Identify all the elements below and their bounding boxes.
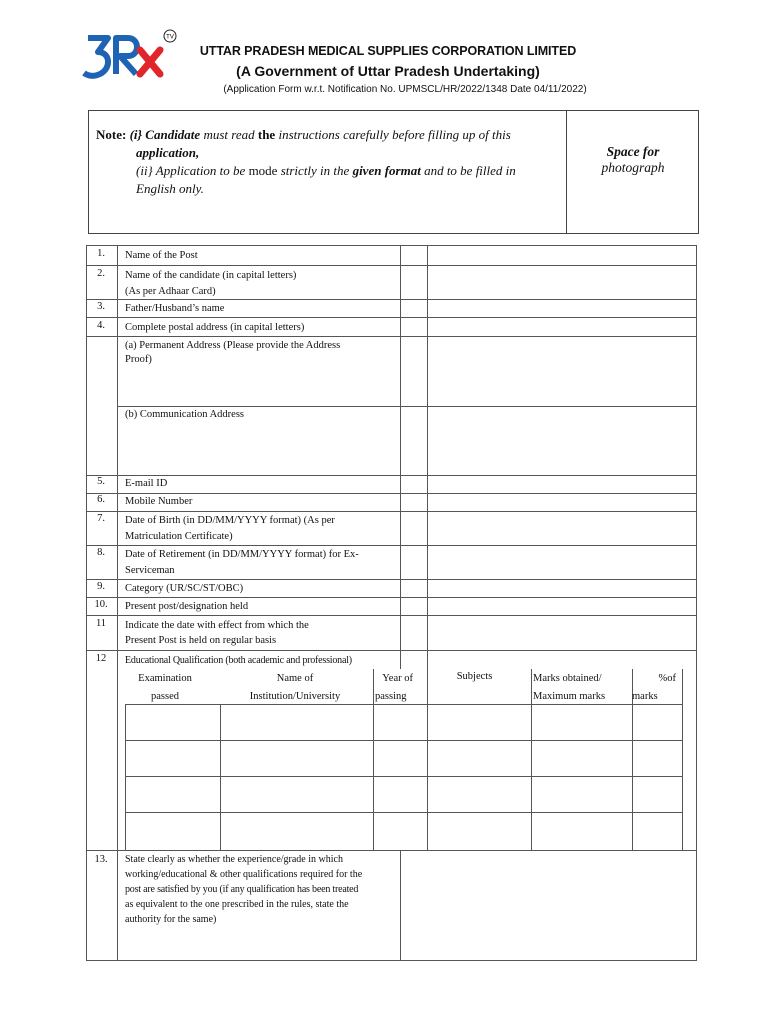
row-4b-label: (b) Communication Address [125,409,244,420]
row-11-label-1: Indicate the date with effect from which the [125,620,309,631]
note-ii-d: English only. [136,181,204,196]
row-9-number: 9. [97,581,105,592]
row-10-label: Present post/designation held [125,601,249,612]
col-exam [125,670,205,706]
row-12-label: Educational Qualification (both academic and professional) [125,655,352,666]
col-exam-2: passed [151,691,179,702]
col-marks-1: Marks obtained/ [533,673,602,684]
col-exam-1: Examination [138,673,192,684]
row-12-number: 12 [95,653,107,664]
row-1-number: 1. [97,248,105,259]
row-7-label-1: Date of Birth (in DD/MM/YYYY format) (As per [125,515,335,526]
col-percent-1: %of [658,673,676,684]
row-8-label-1: Date of Retirement (in DD/MM/YYYY format) for Ex- [125,549,359,560]
row-6-label: Mobile Number [125,496,193,507]
row-9-label: Category (UR/SC/ST/OBC) [125,583,244,594]
photo-space [566,110,699,234]
note-i-a: must read [203,127,255,142]
row-5-number: 5. [97,476,105,487]
row-13-line-4: as equivalent to the one prescribed in the rules, state the [125,899,349,910]
row-8-label-2: Serviceman [125,565,175,576]
row-3-number: 3. [97,301,105,312]
corporation-logo [80,28,180,88]
col-institution-1: Name of [276,673,314,684]
org-subtitle: (A Government of Uttar Pradesh Undertaking) [236,63,540,79]
row-13-line-2: working/educational & other qualifications required for the [125,869,363,880]
note-ii-a: (ii} Application to be [136,163,246,178]
row-4-number: 4. [97,320,105,331]
col-year-1: Year of [382,673,413,684]
col-percent [632,670,682,706]
note-ii-b: strictly in the [280,163,350,178]
row-2-label-1: Name of the candidate (in capital letters) [125,270,297,281]
row-13-label [125,852,395,927]
note-i-b: instructions carefully before filling up of this [278,127,511,142]
col-year [375,670,425,706]
row-2-label-2: (As per Adhaar Card) [125,286,216,297]
logo-badge: TV [166,34,174,41]
row-11-number: 11 [95,618,107,629]
col-marks-2: Maximum marks [533,691,606,702]
row-7-number: 7. [97,513,105,524]
row-1-label: Name of the Post [125,250,198,261]
note-i-bold: Candidate [145,127,201,142]
notification-line: (Application Form w.r.t. Notification No. UPMSCL/HR/2022/1348 Date 04/11/2022) [223,84,587,95]
col-subjects: Subjects [456,671,493,682]
row-13-line-3: post are satisfied by you (if any qualification has been treated [125,884,359,895]
row-10-number: 10. [94,599,108,610]
row-5-label: E-mail ID [125,478,168,489]
col-percent-2: marks [632,691,658,702]
row-3-label: Father/Husband’s name [125,303,225,314]
row-13-number: 13. [94,854,108,865]
photo-label-2: photograph [601,160,665,175]
col-year-2: passing [375,691,407,702]
note-i-c: application, [136,145,200,160]
row-8-number: 8. [97,547,105,558]
note-ii-mode: mode [248,163,278,178]
row-13-line-1: State clearly as whether the experience/grade in which [125,854,343,865]
note-prefix: Note: [96,127,127,142]
row-13-line-5: authority for the same) [125,914,217,925]
row-4-label: Complete postal address (in capital letters) [125,322,305,333]
col-institution-2: Institution/University [249,691,341,702]
org-name: UTTAR PRADESH MEDICAL SUPPLIES CORPORATION LIMITED [199,44,577,58]
row-6-number: 6. [97,494,105,505]
row-2-number: 2. [97,268,105,279]
row-4a-label-1: (a) Permanent Address (Please provide the Address [125,340,341,351]
note-i-the: the [257,127,276,142]
col-institution [220,670,370,706]
note-i-num: (i} [129,127,143,142]
row-11-label-2: Present Post is held on regular basis [125,635,277,646]
col-marks [533,670,630,706]
photo-label-1: Space for [606,144,660,159]
row-4a-label-2: Proof) [125,354,152,365]
note-ii-given: given format [352,163,421,178]
instructions-note [96,126,561,198]
note-ii-c: and to be filled in [424,163,516,178]
row-7-label-2: Matriculation Certificate) [125,531,233,542]
